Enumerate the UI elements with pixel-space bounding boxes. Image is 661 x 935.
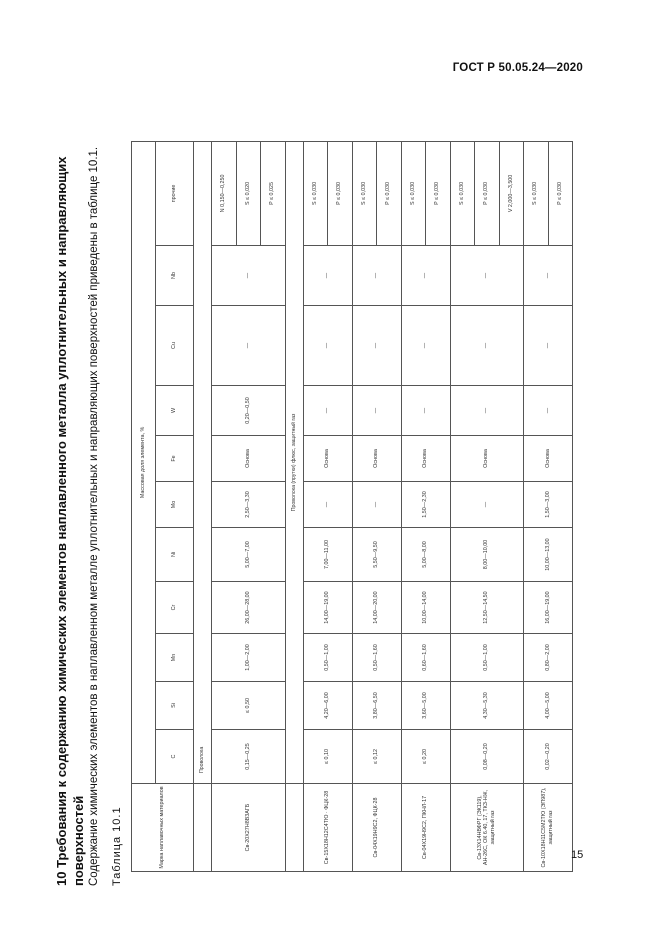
cell: 0,15—0,25 bbox=[212, 730, 286, 784]
cell: — bbox=[524, 386, 573, 436]
other-cell: S ≤ 0,030 bbox=[352, 141, 377, 245]
grade-cell: Св-13Х14НВФРГ (ЭК119), АН-26С, ОК 6.40, 17, ТКЗ-НЖ, защитный газ bbox=[450, 784, 524, 872]
cell: — bbox=[450, 306, 524, 386]
cell: — bbox=[352, 482, 401, 528]
cell: — bbox=[401, 246, 450, 306]
cell: 0,08—0,20 bbox=[450, 730, 524, 784]
cell: 5,50—9,50 bbox=[352, 528, 401, 582]
other-cell: N 0,150—0,250 bbox=[212, 141, 237, 245]
grade-cell: Св-15Х18Н12С4ТЮ · ФЦК-28 bbox=[303, 784, 352, 872]
grade-cell: Св-20Х27Н8В3АГБ bbox=[212, 784, 286, 872]
other-cell: S ≤ 0,020 bbox=[236, 141, 261, 245]
cell: — bbox=[401, 306, 450, 386]
col-header: Mn bbox=[156, 634, 194, 682]
grade-cell: Св-10Х18Н11С5М2ТЮ (ЭП987), защитный газ bbox=[524, 784, 573, 872]
other-cell: P ≤ 0,030 bbox=[426, 141, 451, 245]
cell: 3,60—5,00 bbox=[401, 682, 450, 730]
cell: — bbox=[401, 386, 450, 436]
cell: — bbox=[450, 246, 524, 306]
cell: 5,00—8,00 bbox=[401, 528, 450, 582]
cell: 4,30—5,30 bbox=[450, 682, 524, 730]
cell: ≤ 0,20 bbox=[401, 730, 450, 784]
grade-cell: Св-04Х19Н9С2, ПКНЛ-17 bbox=[401, 784, 450, 872]
other-cell: S ≤ 0,030 bbox=[524, 141, 549, 245]
cell: 26,00—28,00 bbox=[212, 582, 286, 634]
cell: — bbox=[352, 306, 401, 386]
cell: Основа bbox=[303, 436, 352, 482]
cell: 2,50—3,30 bbox=[212, 482, 286, 528]
cell: — bbox=[303, 386, 352, 436]
col-header: Cu bbox=[156, 306, 194, 386]
cell: 0,80—2,00 bbox=[524, 634, 573, 682]
cell: Основа bbox=[352, 436, 401, 482]
section-heading: 10 Требования к содержанию химических элементов наплавленного металла уплотнительных и направляющих поверхностей bbox=[54, 156, 86, 886]
col-header: прочие bbox=[156, 141, 194, 245]
grade-cell: Св-04Х19Н9С2, ФЦК-28 bbox=[352, 784, 401, 872]
cell: 4,20—6,00 bbox=[303, 682, 352, 730]
cell: 0,50—1,60 bbox=[352, 634, 401, 682]
cell: — bbox=[352, 246, 401, 306]
cell: 10,00—13,00 bbox=[524, 528, 573, 582]
other-cell: P ≤ 0,030 bbox=[328, 141, 353, 245]
col-header: Si bbox=[156, 682, 194, 730]
cell: — bbox=[524, 306, 573, 386]
table-row bbox=[303, 141, 328, 871]
cell: 1,50—2,30 bbox=[401, 482, 450, 528]
cell: 0,50—1,00 bbox=[303, 634, 352, 682]
other-cell: P ≤ 0,030 bbox=[548, 141, 573, 245]
cell: Основа bbox=[212, 436, 286, 482]
cell: — bbox=[450, 482, 524, 528]
composition-table bbox=[131, 141, 573, 872]
page-number: 15 bbox=[571, 849, 584, 861]
other-cell: P ≤ 0,030 bbox=[475, 141, 500, 245]
col-header: W bbox=[156, 386, 194, 436]
cell: — bbox=[352, 386, 401, 436]
other-cell: P ≤ 0,030 bbox=[377, 141, 402, 245]
cell: — bbox=[450, 386, 524, 436]
cell: Основа bbox=[450, 436, 524, 482]
cell: 0,20—0,50 bbox=[212, 386, 286, 436]
other-cell: V 2,000—3,500 bbox=[499, 141, 524, 245]
col-header: Cr bbox=[156, 582, 194, 634]
intro-paragraph: Содержание химических элементов в наплавленном металле уплотнительных и направляющих поверхностей приведены в таблице 10.1. bbox=[88, 146, 100, 886]
other-cell: S ≤ 0,030 bbox=[450, 141, 475, 245]
table-row bbox=[450, 141, 475, 871]
table-header-row bbox=[132, 141, 156, 871]
cell: 0,02—0,20 bbox=[524, 730, 573, 784]
section-label: Проволока bbox=[194, 141, 212, 783]
table-caption: Таблица 10.1 bbox=[111, 806, 123, 886]
section-row bbox=[194, 141, 212, 871]
col-header: C bbox=[156, 730, 194, 784]
table-row bbox=[401, 141, 426, 871]
cell: Основа bbox=[401, 436, 450, 482]
cell: 3,80—6,50 bbox=[352, 682, 401, 730]
cell: — bbox=[524, 246, 573, 306]
cell: 14,00—19,00 bbox=[303, 582, 352, 634]
cell: ≤ 0,12 bbox=[352, 730, 401, 784]
cell: 8,00—10,00 bbox=[450, 528, 524, 582]
cell: 1,50—3,00 bbox=[524, 482, 573, 528]
other-cell: S ≤ 0,030 bbox=[401, 141, 426, 245]
other-cell: P ≤ 0,025 bbox=[261, 141, 286, 245]
rotated-page-content bbox=[54, 92, 573, 886]
cell: — bbox=[212, 306, 286, 386]
standard-header: ГОСТ Р 50.05.24—2020 bbox=[452, 62, 583, 74]
cell: 7,00—11,00 bbox=[303, 528, 352, 582]
cell: 1,00—2,00 bbox=[212, 634, 286, 682]
section-row bbox=[285, 141, 303, 871]
table-row bbox=[524, 141, 549, 871]
element-header-row bbox=[156, 141, 194, 871]
cell: 14,00—20,00 bbox=[352, 582, 401, 634]
table-row bbox=[212, 141, 237, 871]
cell: ≤ 0,10 bbox=[303, 730, 352, 784]
cell: 10,00—14,00 bbox=[401, 582, 450, 634]
cell: ≤ 0,50 bbox=[212, 682, 286, 730]
cell: 0,60—1,60 bbox=[401, 634, 450, 682]
mass-fraction-header: Массовая доля элемента, % bbox=[132, 141, 156, 783]
section-label bbox=[285, 784, 303, 872]
cell: — bbox=[303, 482, 352, 528]
cell: Основа bbox=[524, 436, 573, 482]
col-header: Mo bbox=[156, 482, 194, 528]
section-label: Проволока (прутки) флюс, защитный газ bbox=[285, 141, 303, 783]
cell: 12,50—14,50 bbox=[450, 582, 524, 634]
col-header: Ni bbox=[156, 528, 194, 582]
cell: — bbox=[303, 306, 352, 386]
cell: 4,00—5,00 bbox=[524, 682, 573, 730]
col-header: Nb bbox=[156, 246, 194, 306]
cell: 5,00—7,00 bbox=[212, 528, 286, 582]
cell: — bbox=[212, 246, 286, 306]
cell: 16,00—19,00 bbox=[524, 582, 573, 634]
cell: 0,50—1,00 bbox=[450, 634, 524, 682]
cell: — bbox=[303, 246, 352, 306]
other-cell: S ≤ 0,030 bbox=[303, 141, 328, 245]
col-header: Fe bbox=[156, 436, 194, 482]
section-label bbox=[194, 784, 212, 872]
table-row bbox=[352, 141, 377, 871]
grade-header: Марка наплавочных материалов bbox=[132, 784, 194, 872]
